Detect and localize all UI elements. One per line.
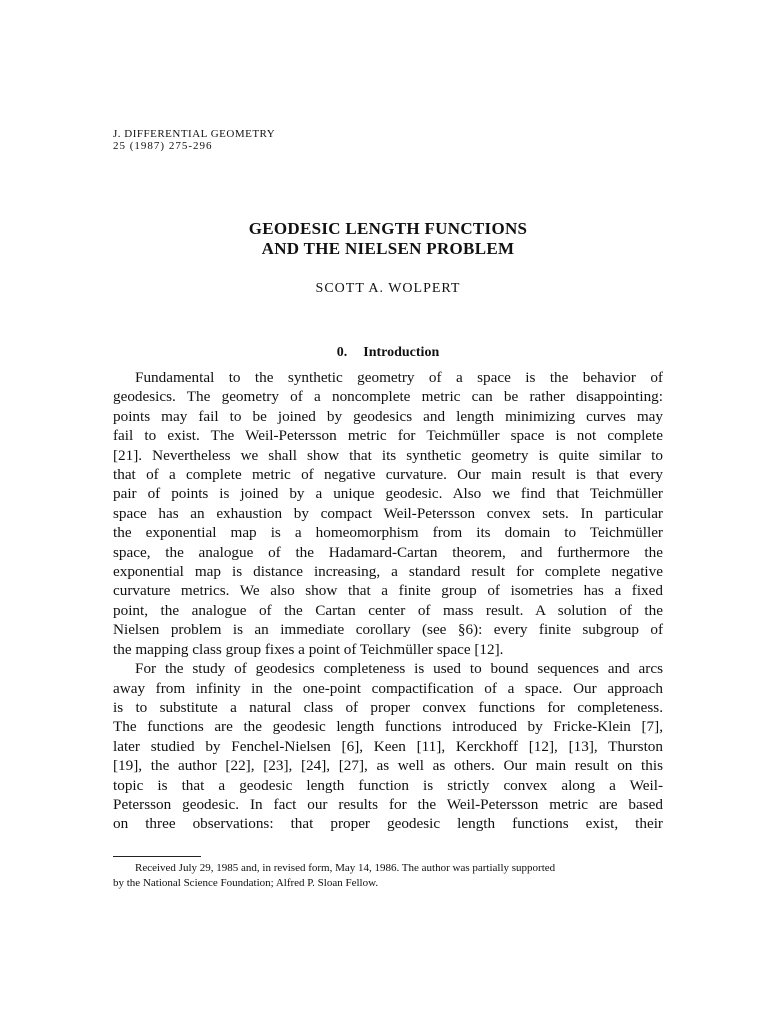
text-line: space has an exhaustion by compact Weil-Petersson convex sets. In particular — [113, 504, 663, 522]
text-line: is to substitute a natural class of proper convex functions for completeness. — [113, 698, 663, 716]
journal-name: J. DIFFERENTIAL GEOMETRY — [113, 128, 276, 140]
text-line: Nielsen problem is an immediate corollary (see §6): every finite subgroup of — [113, 621, 663, 639]
text-line: later studied by Fenchel-Nielsen [6], Keen [11], Kerckhoff [12], [13], Thurston — [113, 737, 663, 755]
text-line: space, the analogue of the Hadamard-Cartan theorem, and furthermore the — [113, 543, 663, 561]
body-text — [113, 368, 663, 834]
paper-title-line-1: GEODESIC LENGTH FUNCTIONS — [248, 219, 528, 238]
footnote-divider — [113, 856, 201, 857]
text-line: point, the analogue of the Cartan center of mass result. A solution of the — [113, 601, 663, 619]
text-line: away from infinity in the one-point compactification of a space. Our approach — [113, 679, 663, 697]
text-line: geodesics. The geometry of a noncomplete metric can be rather disappointing: — [113, 388, 663, 406]
text-line: on three observations: that proper geodesic length functions exist, their — [113, 815, 663, 833]
text-line: points may fail to be joined by geodesics and length minimizing curves may — [113, 407, 663, 425]
paper-author: SCOTT A. WOLPERT — [315, 281, 461, 296]
text-line: fail to exist. The Weil-Petersson metric for Teichmüller space is not complete — [113, 427, 663, 445]
text-line: topic is that a geodesic length function is strictly convex along a Weil- — [113, 776, 663, 794]
section-number: 0. — [336, 345, 348, 360]
text-line: the mapping class group fixes a point of Teichmüller space [12]. — [113, 640, 504, 658]
text-line: [19], the author [22], [23], [24], [27], as well as others. Our main result on this — [113, 757, 663, 775]
journal-header — [113, 128, 275, 152]
footnote-line: Received July 29, 1985 and, in revised form, May 14, 1986. The author was partially supported — [135, 862, 556, 874]
text-line: curvature metrics. We also show that a finite group of isometries has a fixed — [113, 582, 663, 600]
text-line: exponential map is distance increasing, a standard result for complete negative — [113, 563, 663, 581]
footnote — [113, 861, 663, 891]
text-line: pair of points is joined by a unique geodesic. Also we find that Teichmüller — [113, 485, 663, 503]
text-line: For the study of geodesics completeness is used to bound sequences and arcs — [135, 660, 663, 678]
paper-title-line-2: AND THE NIELSEN PROBLEM — [261, 239, 515, 258]
footnote-line: by the National Science Foundation; Alfred P. Sloan Fellow. — [113, 877, 379, 889]
text-line: Fundamental to the synthetic geometry of a space is the behavior of — [135, 369, 663, 386]
text-line: the exponential map is a homeomorphism from its domain to Teichmüller — [113, 524, 663, 542]
section-heading — [113, 345, 663, 361]
journal-issue: 25 (1987) 275-296 — [113, 140, 213, 152]
text-line: Petersson geodesic. In fact our results for the Weil-Petersson metric are based — [113, 795, 663, 813]
text-line: that of a complete metric of negative curvature. Our main result is that every — [113, 466, 663, 484]
text-line: The functions are the geodesic length functions introduced by Fricke-Klein [7], — [113, 718, 663, 736]
paper-title — [113, 219, 663, 259]
paragraph — [113, 368, 663, 659]
section-title: Introduction — [363, 345, 440, 360]
paragraph — [113, 659, 663, 834]
text-line: [21]. Nevertheless we shall show that its synthetic geometry is quite similar to — [113, 446, 663, 464]
